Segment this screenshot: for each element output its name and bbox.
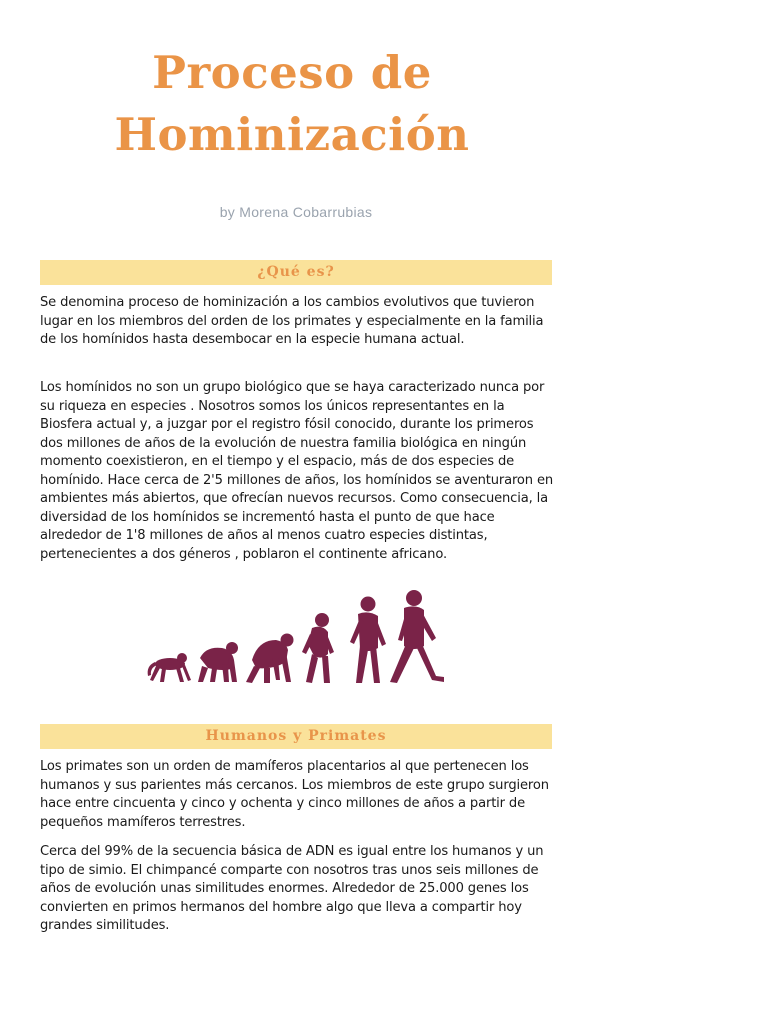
- document-title: [0, 42, 584, 166]
- ape-figure: [198, 642, 238, 682]
- section-heading-humanos-primates: Humanos y Primates: [40, 724, 552, 749]
- title-line-1: Proceso de: [152, 46, 432, 99]
- paragraph-dna: Cerca del 99% de la secuencia básica de ADN es igual entre los humanos y un tipo de simio. El chimpancé comparte con nosotros tras unos seis millones de años de evolución unas similitudes enormes. Alrededor de 25.000 genes los convierten en primos hermanos del hombre algo que lleva a compartir hoy grandes similitudes.: [40, 844, 544, 933]
- section-heading-que-es: ¿Qué es?: [40, 260, 552, 285]
- author-byline: by Morena Cobarrubias: [219, 204, 373, 220]
- human-evolution-icon: [140, 588, 452, 688]
- early-hominid-figure: [246, 634, 294, 684]
- australopithecus-figure: [302, 613, 334, 683]
- modern-human-figure: [390, 590, 444, 683]
- monkey-figure: [148, 653, 191, 682]
- homo-erectus-figure: [350, 597, 386, 684]
- title-line-2: Hominización: [114, 108, 470, 161]
- paragraph-definition: Se denomina proceso de hominización a los cambios evolutivos que tuvieron lugar en los miembros del orden de los primates y especialmente en la familia de los homínidos hasta desembocar en la especie humana actual.: [40, 295, 544, 347]
- paragraph-hominids: Los homínidos no son un grupo biológico que se haya caracterizado nunca por su riqueza en especies . Nosotros somos los únicos representantes en la Biosfera actual y, a juzgar por el registro fósil conocido, durante los primeros dos millones de años de la evolución de nuestra familia biológica en ningún momento coexistieron, en el tiempo y el espacio, más de dos especies de homínido. Hace cerca de 2'5 millones de años, los homínidos se aventuraron en ambientes más abiertos, que ofrecían nuevos recursos. Como consecuencia, la diversidad de los homínidos se incrementó hasta el punto de que hace alrededor de 1'8 millones de años al menos cuatro especies distintas, pertenecientes a dos géneros , poblaron el continente africano.: [40, 380, 554, 562]
- paragraph-primates: Los primates son un orden de mamíferos placentarios al que pertenecen los humanos y sus parientes más cercanos. Los miembros de este grupo surgieron hace entre cincuenta y cinco y ochenta y cinco millones de años a partir de pequeños mamíferos terrestres.: [40, 759, 549, 830]
